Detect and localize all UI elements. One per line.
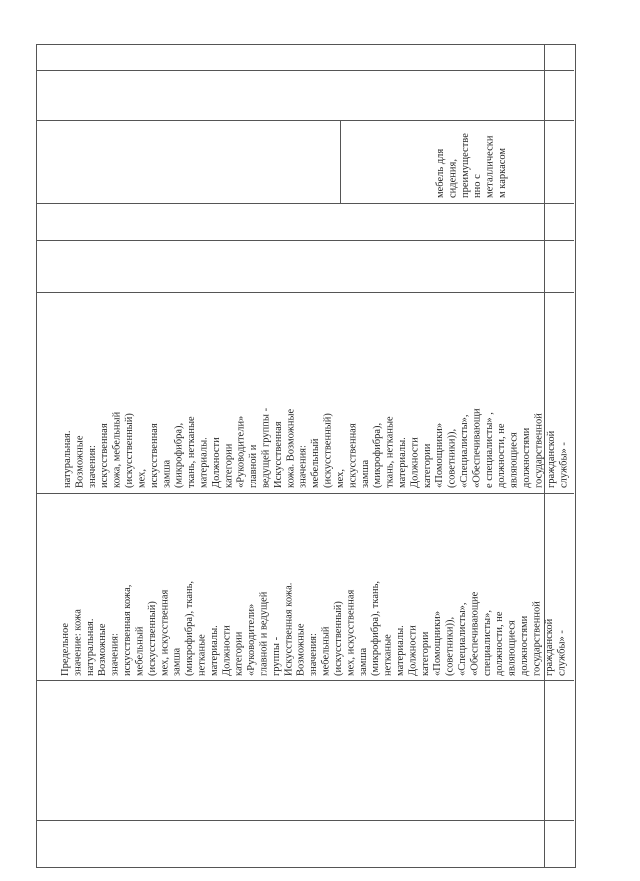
row-divider	[36, 70, 574, 71]
column-divider	[340, 120, 341, 203]
row-divider	[36, 120, 574, 121]
cell-text-top: мебель для сидения, преимуществе нно с металлически м каркасом	[435, 133, 509, 198]
cell-text-bottom: Предельное значение: кожа натуральная. Возможные значения: искусственная кожа, мебельный (искусственный) мех, искусственная замша (микрофибра), ткань, нетканые материалы. Должности категории «Руководители» главной и ведущей группы - Искусственная кожа. Возможные значения: мебельный (искусственный) мех, искусственная замша (микрофибра), ткань, нетканые материалы. Должности категории «Помощники» (советники)), «Специалисты», «Обеспечивающие специалисты», должности, не являющиеся должностями государственной гражданской службы» -	[60, 580, 568, 676]
cell-text-middle: натуральная. Возможные значения: искусственная кожа, мебельный (искусственный) мех, искусственная замша (микрофибра), ткань, нетканые материалы. Должности категории «Руководители» главной и ведущей группы - Искусственная кожа. Возможные значения: мебельный (искусственный) мех, искусственная замша (микрофибра), ткань, нетканые материалы. Должности категории «Помощники» (советники)), «Специалисты», «Обеспечивающи е специалисты» , должности, не являющиеся должностями государственной гражданской службы» -	[62, 407, 570, 488]
row-divider	[36, 493, 574, 494]
row-divider	[36, 240, 574, 241]
row-divider	[36, 820, 574, 821]
row-divider	[36, 203, 574, 204]
row-divider	[36, 292, 574, 293]
row-divider	[36, 680, 574, 681]
